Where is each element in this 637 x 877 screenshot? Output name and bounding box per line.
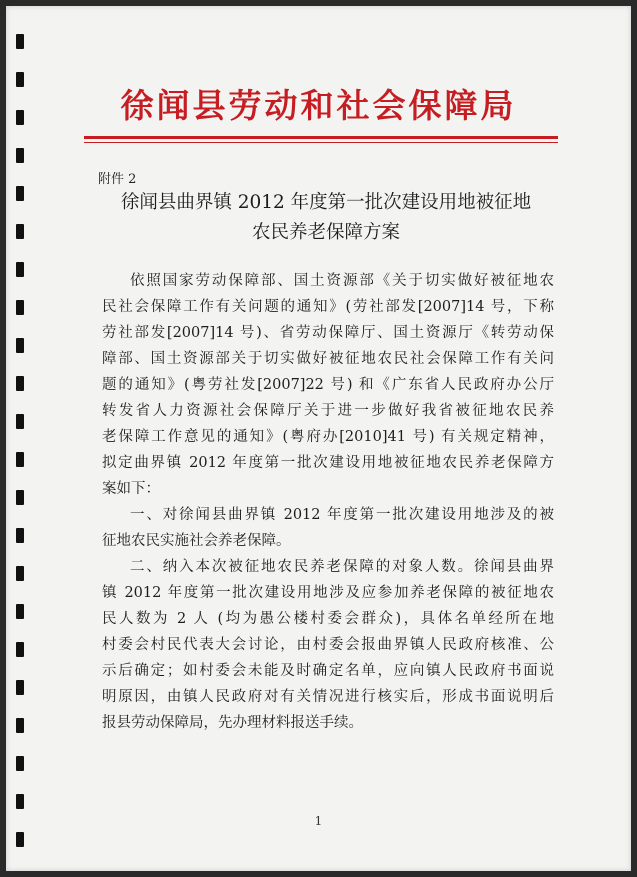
binding-hole-icon	[16, 34, 24, 49]
body-line: 村委会村民代表大会讨论，由村委会报曲界镇人民政府核准、公	[102, 637, 554, 653]
body-line: 依照国家劳动保障部、国土资源部《关于切实做好被征地农	[130, 273, 554, 289]
body-line: 民人数为 2 人 (均为愚公楼村委会群众)，具体名单经所在地	[102, 611, 554, 627]
letterhead-rule-thin	[84, 142, 558, 143]
binding-hole-icon	[16, 376, 24, 391]
binding-hole-icon	[16, 186, 24, 201]
binding-hole-icon	[16, 832, 24, 847]
binding-hole-icon	[16, 566, 24, 581]
body-line: 镇 2012 年度第一批次建设用地涉及应参加养老保障的被征地农	[102, 585, 554, 601]
body-line: 示后确定；如村委会未能及时确定名单，应向镇人民政府书面说	[102, 663, 554, 679]
binding-hole-icon	[16, 148, 24, 163]
body-line: 征地农民实施社会养老保障。	[102, 533, 291, 549]
document-title-line2: 农民养老保障方案	[251, 222, 400, 243]
binding-hole-icon	[16, 490, 24, 505]
binding-hole-icon	[16, 262, 24, 277]
binding-hole-icon	[16, 680, 24, 695]
document-page	[6, 6, 631, 871]
binding-hole-icon	[16, 300, 24, 315]
body-line: 报县劳动保障局，先办理材料报送手续。	[102, 715, 363, 731]
binding-holes	[14, 6, 28, 871]
letterhead-rule-thick	[84, 136, 558, 139]
binding-hole-icon	[16, 414, 24, 429]
page-number: 1	[314, 814, 323, 828]
binding-hole-icon	[16, 718, 24, 733]
body-line: 劳社部发[2007]14 号)、省劳动保障厅、国土资源厅《转劳动保	[102, 325, 554, 341]
binding-hole-icon	[16, 224, 24, 239]
body-line: 民社会保障工作有关问题的通知》(劳社部发[2007]14 号，下称	[102, 299, 554, 315]
document-title-line1: 徐闻县曲界镇 2012 年度第一批次建设用地被征地	[120, 192, 532, 213]
body-line: 案如下：	[102, 481, 160, 497]
body-line: 拟定曲界镇 2012 年度第一批次建设用地被征地农民养老保障方	[102, 455, 554, 471]
body-line: 二、纳入本次被征地农民养老保障的对象人数。徐闻县曲界	[130, 559, 554, 575]
body-line: 障部、国土资源部关于切实做好被征地农民社会保障工作有关问	[102, 351, 554, 367]
binding-hole-icon	[16, 452, 24, 467]
body-line: 明原因，由镇人民政府对有关情况进行核实后，形成书面说明后	[102, 689, 554, 705]
binding-hole-icon	[16, 528, 24, 543]
body-line: 转发省人力资源社会保障厅关于进一步做好我省被征地农民养	[102, 403, 554, 419]
binding-hole-icon	[16, 604, 24, 619]
body-line: 一、对徐闻县曲界镇 2012 年度第一批次建设用地涉及的被	[130, 507, 554, 523]
body-line: 老保障工作意见的通知》(粤府办[2010]41 号) 有关规定精神，	[102, 429, 554, 445]
binding-hole-icon	[16, 338, 24, 353]
binding-hole-icon	[16, 642, 24, 657]
binding-hole-icon	[16, 794, 24, 809]
binding-hole-icon	[16, 756, 24, 771]
attachment-label: 附件 2	[98, 172, 137, 187]
body-line: 题的通知》(粤劳社发[2007]22 号) 和《广东省人民政府办公厅	[102, 377, 554, 393]
letterhead-title: 徐闻县劳动和社会保障局	[120, 86, 517, 125]
